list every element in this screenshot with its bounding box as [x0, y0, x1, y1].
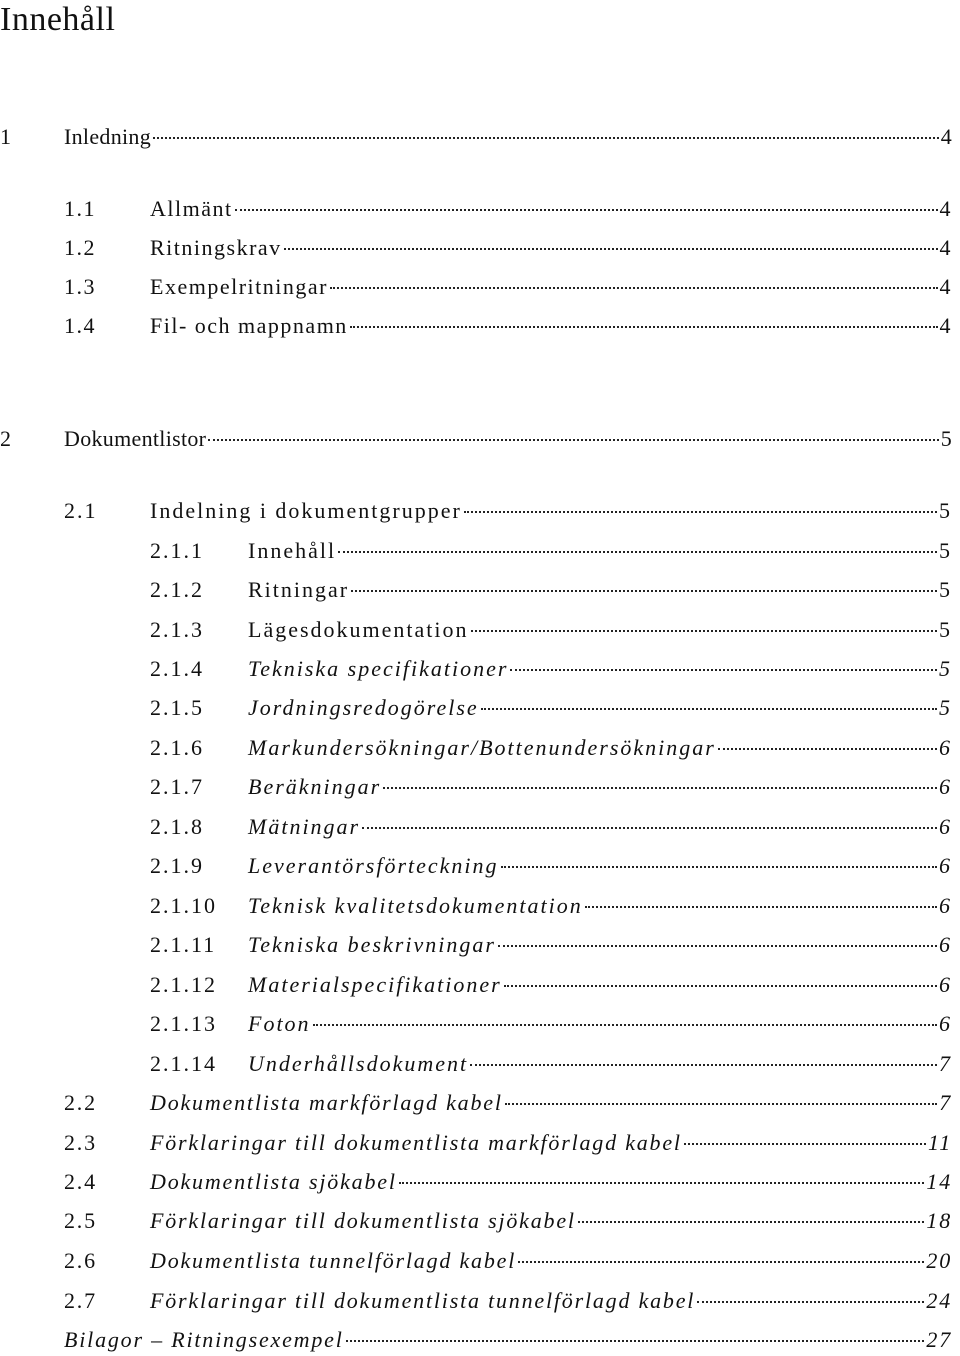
dot-leader: [464, 511, 937, 513]
dot-leader: [505, 1103, 937, 1105]
toc-entry-title: Ritningar: [248, 577, 350, 602]
toc-entry-page-number: 4: [940, 124, 952, 149]
toc-entry-page-number: 6: [939, 1011, 952, 1036]
toc-entry-page-number: 14: [926, 1169, 952, 1194]
toc-entry-page-number: 6: [939, 774, 952, 799]
toc-entry-title: Innehåll: [248, 538, 337, 563]
toc-entry-number: 2.1.7: [150, 774, 204, 799]
toc-entry[interactable]: [64, 1324, 952, 1356]
toc-entry-number: 2.1.1: [150, 538, 204, 563]
toc-entry-title: Lägesdokumentation: [248, 617, 469, 642]
toc-entry-number: 2.1.3: [150, 617, 204, 642]
toc-entry-number: 2.1.13: [150, 1011, 217, 1036]
toc-entry-title: Underhållsdokument: [248, 1051, 469, 1076]
toc-entry[interactable]: [64, 232, 952, 264]
toc-entry-title: Förklaringar till dokumentlista markförlagd kabel: [150, 1130, 682, 1155]
toc-entry-title: Allmänt: [150, 196, 233, 221]
toc-entry-number: 2.1.12: [150, 972, 217, 997]
toc-entry[interactable]: [64, 1087, 952, 1119]
toc-entry[interactable]: [150, 692, 952, 724]
dot-leader: [697, 1301, 924, 1303]
toc-entry-title: Foton: [248, 1011, 311, 1036]
dot-leader: [585, 906, 937, 908]
toc-entry-number: 2: [0, 426, 12, 451]
dot-leader: [208, 439, 938, 441]
toc-entry-title: Förklaringar till dokumentlista tunnelförlagd kabel: [150, 1288, 696, 1313]
toc-entry-title: Fil- och mappnamn: [150, 313, 348, 338]
toc-entry-number: 1.4: [64, 313, 96, 338]
dot-leader: [313, 1024, 937, 1026]
toc-entry-title: Förklaringar till dokumentlista sjökabel: [150, 1208, 576, 1233]
toc-entry-page-number: 6: [939, 893, 952, 918]
toc-entry-number: 2.1.6: [150, 735, 204, 760]
toc-entry-title: Indelning i dokumentgrupper: [150, 498, 462, 523]
dot-leader: [235, 209, 938, 211]
toc-entry-title: Bilagor – Ritningsexempel: [64, 1327, 344, 1352]
toc-entry-title: Inledning: [64, 124, 152, 149]
toc-entry[interactable]: [64, 310, 952, 342]
toc-entry[interactable]: [150, 771, 952, 803]
toc-entry-title: Markundersökningar/Bottenundersökningar: [248, 735, 716, 760]
toc-entry-page-number: 24: [926, 1288, 952, 1313]
toc-entry[interactable]: [64, 495, 952, 527]
toc-entry-page-number: 4: [939, 313, 952, 338]
toc-entry-title: Dokumentlista markförlagd kabel: [150, 1090, 503, 1115]
toc-entry-page-number: 7: [939, 1090, 952, 1115]
toc-entry[interactable]: [150, 850, 952, 882]
dot-leader: [338, 551, 937, 553]
toc-entry-page-number: 4: [939, 235, 952, 260]
toc-entry-title: Leverantörsförteckning: [248, 853, 499, 878]
dot-leader: [510, 669, 937, 671]
toc-entry-title: Beräkningar: [248, 774, 382, 799]
toc-entry[interactable]: [150, 614, 952, 646]
toc-entry[interactable]: [150, 653, 952, 685]
toc-entry[interactable]: [64, 1127, 952, 1159]
toc-entry-page-number: 6: [939, 814, 952, 839]
dot-leader: [153, 137, 939, 139]
toc-entry-number: 1: [0, 124, 12, 149]
toc-entry-page-number: 5: [939, 498, 952, 523]
toc-entry-page-number: 18: [926, 1208, 952, 1233]
toc-entry[interactable]: [0, 121, 952, 153]
dot-leader: [351, 590, 937, 592]
dot-leader: [362, 827, 937, 829]
toc-entry-title: Jordningsredogörelse: [248, 695, 479, 720]
toc-entry-number: 2.1.8: [150, 814, 204, 839]
toc-entry-number: 2.2: [64, 1090, 97, 1115]
toc-entry-number: 2.6: [64, 1248, 97, 1273]
toc-entry-page-number: 7: [939, 1051, 952, 1076]
toc-entry[interactable]: [150, 732, 952, 764]
dot-leader: [501, 866, 937, 868]
toc-entry-page-number: 6: [939, 735, 952, 760]
toc-entry-number: 2.1.14: [150, 1051, 217, 1076]
toc-entry-title: Tekniska beskrivningar: [248, 932, 496, 957]
toc-entry-page-number: 5: [939, 656, 952, 681]
dot-leader: [518, 1261, 924, 1263]
toc-entry-number: 2.1.4: [150, 656, 204, 681]
toc-entry-number: 1.3: [64, 274, 96, 299]
toc-entry[interactable]: [150, 969, 952, 1001]
toc-entry[interactable]: [64, 1205, 952, 1237]
dot-leader: [350, 326, 938, 328]
toc-entry-number: 2.4: [64, 1169, 97, 1194]
dot-leader: [481, 708, 937, 710]
dot-leader: [470, 1064, 937, 1066]
dot-leader: [504, 985, 937, 987]
dot-leader: [383, 787, 937, 789]
toc-entry[interactable]: [150, 890, 952, 922]
toc-entry-title: Exempelritningar: [150, 274, 328, 299]
toc-entry-page-number: 6: [939, 972, 952, 997]
toc-entry[interactable]: [64, 271, 952, 303]
toc-entry-number: 2.3: [64, 1130, 97, 1155]
toc-entry[interactable]: [150, 574, 952, 606]
toc-entry[interactable]: [150, 535, 952, 567]
toc-entry-page-number: 5: [939, 577, 952, 602]
toc-entry-page-number: 4: [939, 274, 952, 299]
toc-entry[interactable]: [150, 811, 952, 843]
dot-leader: [578, 1221, 925, 1223]
toc-entry[interactable]: [64, 1245, 952, 1277]
dot-leader: [498, 945, 937, 947]
dot-leader: [284, 248, 938, 250]
toc-entry-number: 1.1: [64, 196, 96, 221]
toc-entry[interactable]: [150, 1008, 952, 1040]
toc-entry[interactable]: [0, 423, 952, 455]
toc-entry-number: 2.1.10: [150, 893, 217, 918]
toc-entry-number: 2.7: [64, 1288, 97, 1313]
toc-entry-title: Dokumentlistor: [64, 426, 207, 451]
toc-entry-title: Dokumentlista sjökabel: [150, 1169, 397, 1194]
toc-entry[interactable]: [150, 1048, 952, 1080]
toc-entry-number: 1.2: [64, 235, 96, 260]
toc-entry[interactable]: [64, 1285, 952, 1317]
toc-entry-page-number: 20: [926, 1248, 952, 1273]
toc-entry-title: Ritningskrav: [150, 235, 282, 260]
toc-entry-page-number: 5: [939, 538, 952, 563]
toc-entry-number: 2.5: [64, 1208, 97, 1233]
toc-entry-page-number: 6: [939, 853, 952, 878]
dot-leader: [684, 1143, 926, 1145]
toc-entry[interactable]: [64, 1166, 952, 1198]
toc-entry-page-number: 11: [928, 1130, 952, 1155]
toc-entry-title: Materialspecifikationer: [248, 972, 502, 997]
toc-entry-number: 2.1.5: [150, 695, 204, 720]
dot-leader: [346, 1340, 925, 1342]
toc-entry-page-number: 27: [926, 1327, 952, 1352]
toc-entry[interactable]: [64, 193, 952, 225]
toc-entry-number: 2.1: [64, 498, 98, 523]
toc-entry-title: Teknisk kvalitetsdokumentation: [248, 893, 583, 918]
dot-leader: [471, 630, 937, 632]
toc-entry-number: 2.1.11: [150, 932, 217, 957]
toc-entry-page-number: 5: [939, 617, 952, 642]
toc-entry-title: Mätningar: [248, 814, 361, 839]
toc-entry-title: Tekniska specifikationer: [248, 656, 509, 681]
toc-entry-title: Dokumentlista tunnelförlagd kabel: [150, 1248, 517, 1273]
dot-leader: [399, 1182, 925, 1184]
toc-entry-page-number: 4: [939, 196, 952, 221]
toc-entry-page-number: 6: [939, 932, 952, 957]
page-title: Innehåll: [0, 1, 116, 38]
toc-entry-page-number: 5: [939, 695, 952, 720]
toc-entry[interactable]: [150, 929, 952, 961]
toc-entry-number: 2.1.9: [150, 853, 204, 878]
toc-entry-number: 2.1.2: [150, 577, 204, 602]
dot-leader: [330, 287, 938, 289]
dot-leader: [718, 748, 937, 750]
toc-entry-page-number: 5: [940, 426, 952, 451]
